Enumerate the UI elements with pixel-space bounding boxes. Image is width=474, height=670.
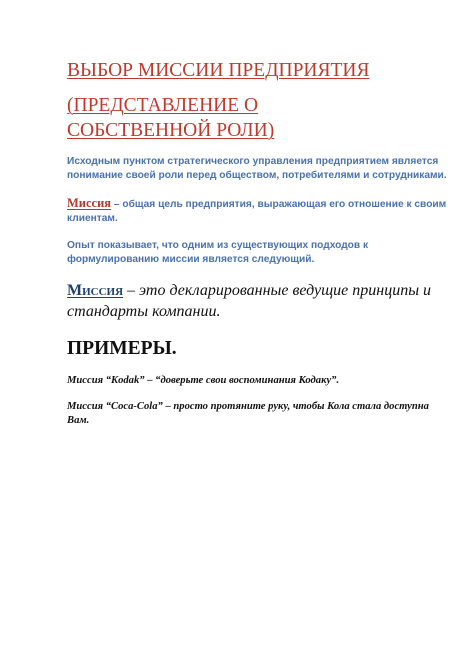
intro-line-2: понимание своей роли перед обществом, потребителями и сотрудниками. [67, 170, 447, 181]
title-line-1: ВЫБОР МИССИИ ПРЕДПРИЯТИЯ [67, 60, 370, 81]
intro-line-1: Исходным пунктом стратегического управления предприятием является [67, 156, 439, 167]
definition-1-paragraph [67, 196, 449, 226]
definition-2-term: Миссия [67, 282, 124, 299]
definition-2-paragraph [67, 280, 449, 322]
title-line-3: СОБСТВЕННОЙ РОЛИ) [67, 120, 275, 141]
example-kodak: Миссия “Kodak” – “доверьте свои воспоминания Кодаку”. [67, 375, 340, 386]
definition-1-term: Миссия [67, 196, 112, 210]
approach-paragraph: Опыт показывает, что одним из существующих подходов к формулированию миссии является следующий. [67, 240, 369, 265]
document-content [67, 58, 449, 440]
examples-heading: ПРИМЕРЫ. [67, 338, 177, 359]
title-line-2: (ПРЕДСТАВЛЕНИЕ О [67, 95, 259, 116]
definition-2-text: – это декларированные ведущие принципы и стандарты компании. [67, 282, 432, 320]
example-coca-cola: Миссия “Coca-Cola” – просто протяните руку, чтобы Кола стала доступна Вам. [67, 401, 429, 426]
intro-paragraph [67, 155, 449, 183]
definition-1-text: – общая цель предприятия, выражающая его отношение к своим клиентам. [67, 199, 447, 224]
